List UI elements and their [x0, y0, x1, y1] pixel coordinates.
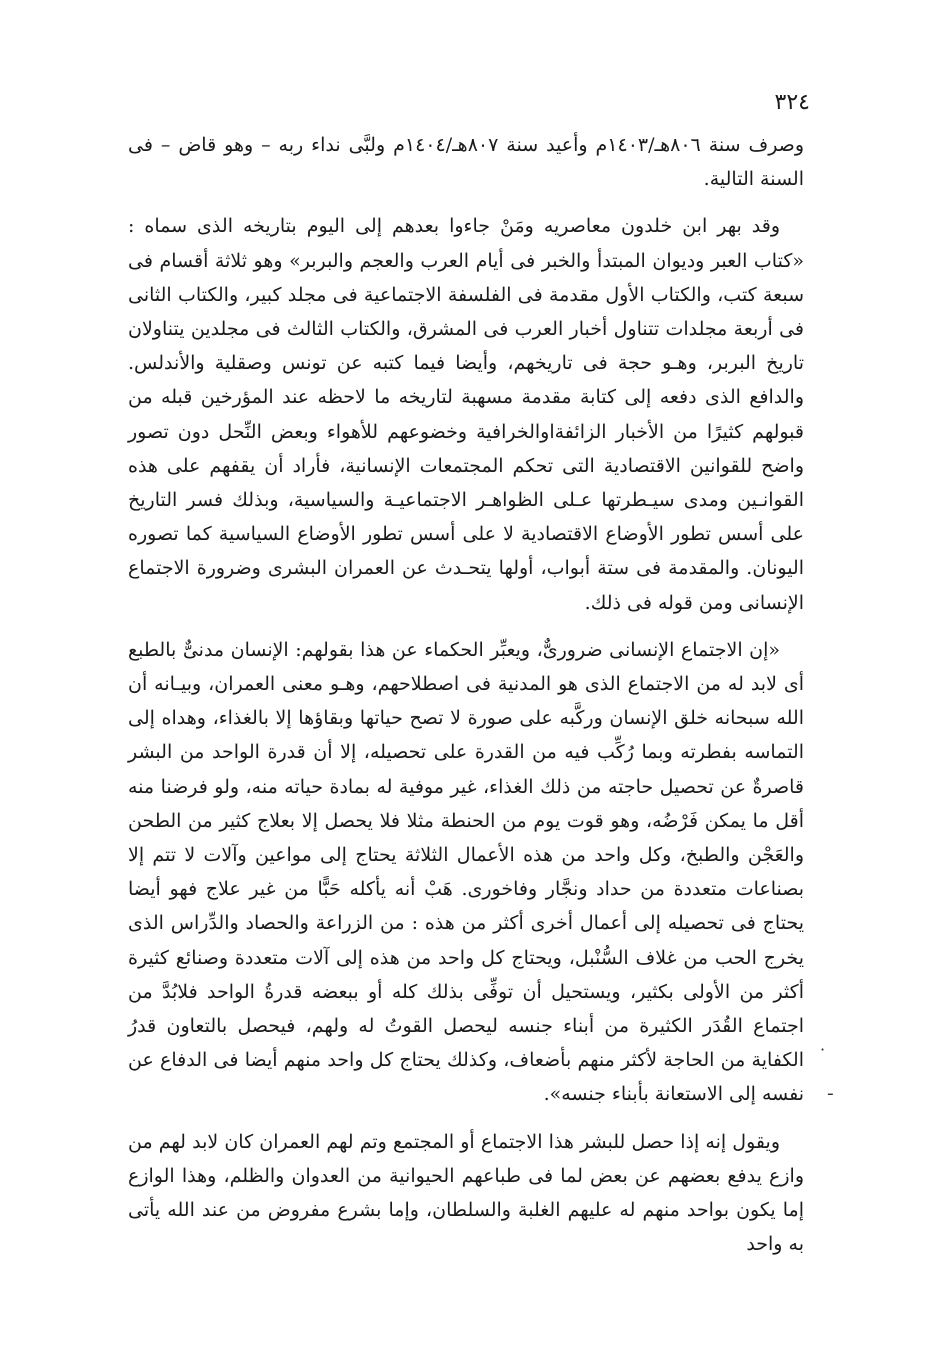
margin-mark-dash: ـ [828, 1080, 833, 1099]
margin-mark-dot: · [820, 1040, 826, 1059]
paragraph-ibn-khaldun-history: وقد بهر ابن خلدون معاصريه ومَنْ جاءوا بعدهم إلى اليوم بتاريخه الذى سماه : «كتاب العبر وديوان المبتدأ والخبر فى أيام العرب والعجم والبربر» وهو ثلاثة أقسام فى سبعة كتب، والكتاب الأول مقدمة فى الفلسفة الاجتماعية فى مجلد كبير، والكتاب الثانى فى أربعة مجلدات تتناول أخبار العرب فى المشرق، والكتاب الثالث فى مجلدين يتناولان تاريخ البربر، وهـو حجة فى تاريخهم، وأيضا فيما كتبه عن تونس وصقلية والأندلس. والدافع الذى دفعه إلى كتابة مقدمة مسهبة لتاريخه ما لاحظه عند المؤرخين قبله من قبولهم كثيرًا من الأخبار الزائفةاوالخرافية وخضوعهم للأهواء وبعض النِّحل دون تصور واضح للقوانين الاقتصادية التى تحكم المجتمعات الإنسانية، فأراد أن يقفهم على هذه القوانـين ومدى سيـطرتها عـلى الظواهـر الاجتماعيـة والسياسية، وبذلك فسر التاريخ على أسس تطور الأوضاع الاقتصادية لا على أسس تطور الأوضاع السياسية كما تصوره اليونان. والمقدمة فى ستة أبواب، أولها يتحـدث عن العمران البشرى وضرورة الاجتماع الإنسانى ومن قوله فى ذلك. [128, 215, 804, 614]
paragraph-quotation: «إن الاجتماع الإنسانى ضرورىٌّ، ويعبِّر الحكماء عن هذا بقولهم: الإنسان مدنىٌّ بالطبع أى لابد له من الاجتماع الذى هو المدنية فى اصطلاحهم، وهـو معنى العمران، وبيـانه أن الله سبحانه خلق الإنسان وركَّبه على صورة لا تصح حياتها وبقاؤها إلا بالغذاء، وهداه إلى التماسه بفطرته وبما رُكِّب فيه من القدرة على تحصيله، إلا أن قدرة الواحد من البشر قاصرةٌ عن تحصيل حاجته من ذلك الغذاء، غير موفية له بمادة حياته منه، ولو فرضنا منه أقل ما يمكن فَرْضُه، وهو قوت يوم من الحنطة مثلا فلا يحصل إلا بعلاج كثير من الطحن والعَجْن والطبخ، وكل واحد من هذه الأعمال الثلاثة يحتاج إلى مواعين وآلات لا تتم إلا بصناعات متعددة من حداد ونجَّار وفاخورى. هَبْ أنه يأكله حَبًّا من غير علاج فهو أيضا يحتاج فى تحصيله إلى أعمال أخرى أكثر من هذه : من الزراعة والحصاد والدِّراس الذى يخرج الحب من غلاف السُّنْبل، ويحتاج كل واحد من هذه إلى آلات متعددة وصنائع كثيرة أكثر من الأولى بكثير، ويستحيل أن توفِّى بذلك كله أو ببعضه قدرةُ الواحد فلابُدَّ من اجتماع القُدَر الكثيرة من أبناء جنسه ليحصل القوتُ له ولهم، فيحصل بالتعاون قدرُ الكفاية من الحاجة لأكثر منهم بأضعاف، وكذلك يحتاج كل واحد منهم أيضا فى الدفاع عن نفسه إلى الاستعانة بأبناء جنسه». [128, 638, 804, 1106]
paragraph-restraint: ويقول إنه إذا حصل للبشر هذا الاجتماع أو المجتمع وتم لهم العمران كان لابد لهم من وازع يدفع بعضهم عن بعض لما فى طباعهم الحيوانية من العدوان والظلم، وهذا الوازع إما يكون بواحد منهم له عليهم الغلبة والسلطان، وإما بشرع مفروض من عند الله يأتى به واحد [128, 1130, 804, 1256]
page-number: ٣٢٤ [774, 90, 810, 115]
paragraph-continuation: وصرف سنة ٨٠٦هـ/١٤٠٣م وأعيد سنة ٨٠٧هـ/١٤٠٤م ولبَّى نداء ربه – وهو قاض – فى السنة التالية. [128, 134, 804, 191]
body-text [128, 128, 804, 1262]
